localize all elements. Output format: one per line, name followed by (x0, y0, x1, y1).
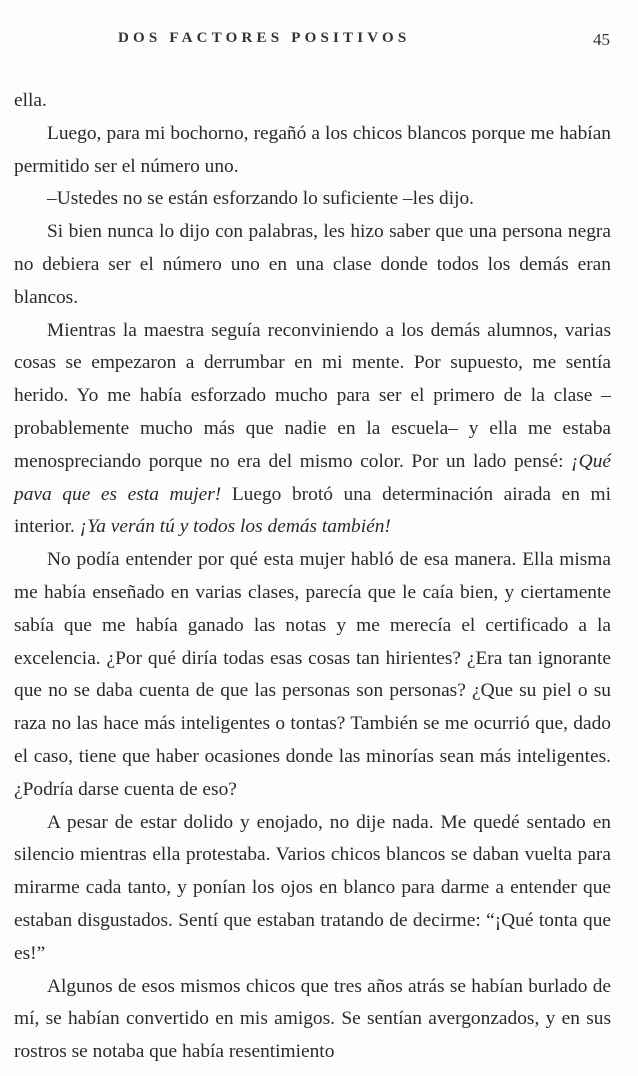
paragraph: Algunos de esos mismos chicos que tres años atrás se habían burlado de mí, se habían convertido en mis amigos. Se sentían avergonzados, y en sus rostros se notaba que había resentimiento (14, 975, 611, 1063)
paragraph: Si bien nunca lo dijo con palabras, les hizo saber que una persona negra no debiera ser el número uno en una clase donde todos los demás eran blancos. (14, 221, 611, 308)
paragraph: Luego, para mi bochorno, regañó a los chicos blancos porque me habían permitido ser el número uno. (14, 122, 611, 177)
body-text (14, 85, 611, 1069)
paragraph: No podía entender por qué esta mujer habló de esa manera. Ella misma me había enseñado en varias clases, parecía que le caía bien, y ciertamente sabía que me había ganado las notas y me merecía el certificado a la excelencia. ¿Por qué diría todas esas cosas tan hirientes? ¿Era tan ignorante que no se daba cuenta de que las personas son personas? ¿Que su piel o su raza no las hace más inteligentes o tontas? También se me ocurrió que, dado el caso, tiene que haber ocasiones donde las minorías sean más inteligentes. ¿Podría darse cuenta de eso? (14, 549, 611, 800)
page-number: 45 (593, 30, 610, 49)
paragraph-text: Luego brotó una determinación airada en mi interior. (14, 483, 611, 538)
italic-thought: ¡Qué pava que es esta mujer! (14, 450, 611, 505)
paragraph: A pesar de estar dolido y enojado, no dije nada. Me quedé sentado en silencio mientras ella protestaba. Varios chicos blancos se daban vuelta para mirarme cada tanto, y ponían los ojos en blanco para darme a entender que estaban disgustados. Sentí que estaban tratando de decirme: “¡Qué tonta que es!” (14, 811, 611, 964)
italic-thought: ¡Ya verán tú y todos los demás también! (79, 516, 391, 538)
paragraph-text: Mientras la maestra seguía reconviniendo a los demás alumnos, varias cosas se empezaron a derrumbar en mi mente. Por supuesto, me sentía herido. Yo me había esforzado mucho para ser el primero de la clase –probablemente mucho más que nadie en la escuela– y ella me estaba menospreciando porque no era del mismo color. Por un lado pensé: (14, 319, 611, 472)
paragraph-dialogue: –Ustedes no se están esforzando lo suficiente –les dijo. (47, 188, 475, 210)
paragraph-with-italics (14, 315, 611, 545)
running-head: DOS FACTORES POSITIVOS (118, 30, 411, 46)
paragraph-continuation: ella. (14, 90, 47, 111)
